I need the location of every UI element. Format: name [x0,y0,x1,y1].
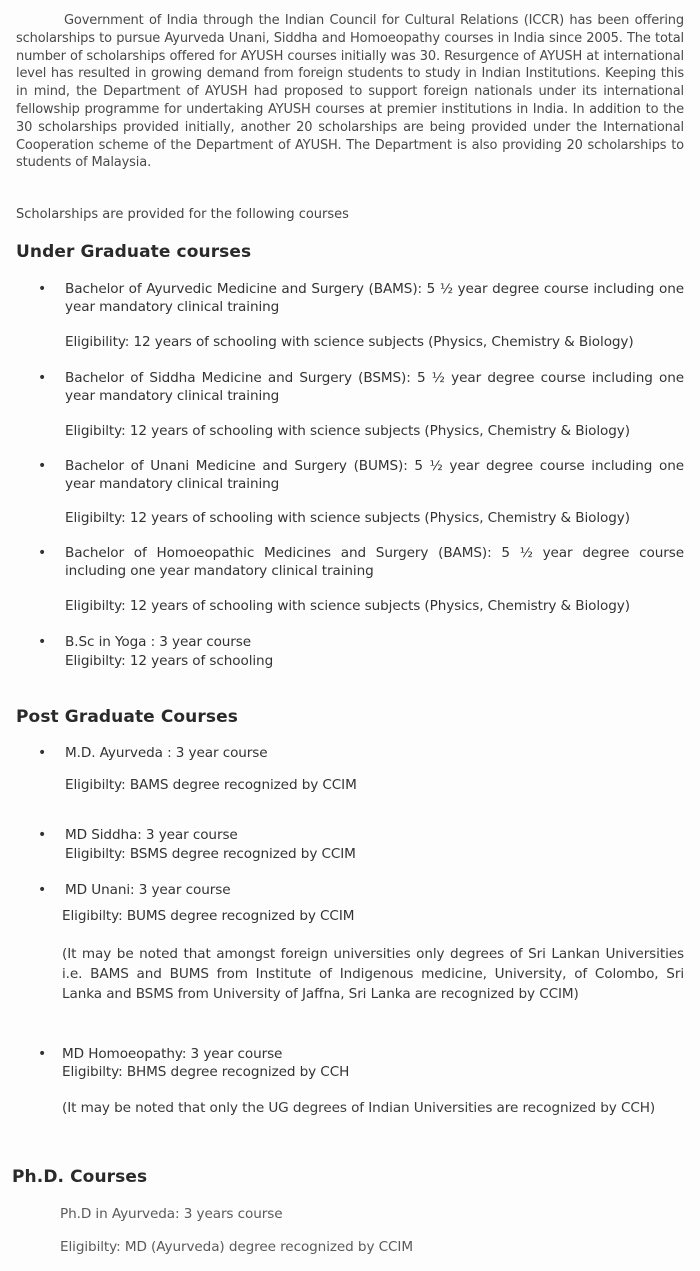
bullet-icon: • [38,281,47,297]
ug-eligibility-yoga: Eligibilty: 12 years of schooling [65,653,274,669]
ug-eligibility-bsms: Eligibilty: 12 years of schooling with science subjects (Physics, Chemistry & Biology) [65,423,630,439]
heading-postgraduate: Post Graduate Courses [16,707,238,727]
bullet-icon: • [38,1046,47,1062]
heading-phd: Ph.D. Courses [12,1167,148,1187]
pg-eligibility-md-ayurveda: Eligibilty: BAMS degree recognized by CCIM [65,777,357,793]
bullet-icon: • [38,545,47,561]
ug-course-yoga: B.Sc in Yoga : 3 year course [65,634,252,650]
intro-paragraph [16,12,684,172]
ug-course-bhms: Bachelor of Homoeopathic Medicines and Surgery (BAMS): 5 ½ year degree course including one year mandatory clinical training [65,545,684,579]
pg-course-md-unani: MD Unani: 3 year course [65,882,231,898]
bullet-icon: • [38,745,47,761]
ug-eligibility-bums: Eligibilty: 12 years of schooling with science subjects (Physics, Chemistry & Biology) [65,510,630,526]
heading-undergraduate: Under Graduate courses [16,242,252,262]
pg-eligibility-md-unani: Eligibilty: BUMS degree recognized by CCIM [62,908,355,924]
bullet-icon: • [38,882,47,898]
phd-eligibility-ayurveda: Eligibilty: MD (Ayurveda) degree recognized by CCIM [60,1239,413,1255]
intro-text: Government of India through the Indian Council for Cultural Relations (ICCR) has been offering scholarships to pursue Ayurveda Unani, Siddha and Homoeopathy courses in India since 2005. The total number of scholarships offered for AYUSH courses initially was 30. Resurgence of AYUSH at international level has resulted in growing demand from foreign students to study in Indian Institutions. Keeping this in mind, the Department of AYUSH had proposed to support foreign nationals under its international fellowship programme for undertaking AYUSH courses at premier institutions in India. In addition to the 30 scholarships provided initially, another 20 scholarships are being provided under the International Cooperation scheme of the Department of AYUSH. The Department is also providing 20 scholarships to students of Malaysia. [16,13,684,171]
bullet-icon: • [38,458,47,474]
pg-eligibility-md-siddha: Eligibilty: BSMS degree recognized by CCIM [65,846,356,862]
ug-course-bsms: Bachelor of Siddha Medicine and Surgery (BSMS): 5 ½ year degree course including one year mandatory clinical training [65,370,684,404]
pg-course-md-homoeopathy: MD Homoeopathy: 3 year course [62,1046,283,1062]
ug-eligibility-bams: Eligibility: 12 years of schooling with science subjects (Physics, Chemistry & Biology) [65,334,634,350]
pg-note-sri-lanka: (It may be noted that amongst foreign universities only degrees of Sri Lankan Universities i.e. BAMS and BUMS from Institute of Indigenous medicine, University, of Colombo, Sri Lanka and BSMS from University of Jaffna, Sri Lanka are recognized by CCIM) [62,946,684,1002]
pg-course-md-siddha: MD Siddha: 3 year course [65,827,238,843]
bullet-icon: • [38,370,47,386]
bullet-icon: • [38,634,47,650]
ug-course-bums: Bachelor of Unani Medicine and Surgery (BUMS): 5 ½ year degree course including one year mandatory clinical training [65,458,684,492]
pg-note-cch: (It may be noted that only the UG degrees of Indian Universities are recognized by CCH) [62,1100,656,1116]
ug-course-bams: Bachelor of Ayurvedic Medicine and Surgery (BAMS): 5 ½ year degree course including one year mandatory clinical training [65,281,684,315]
pg-eligibility-md-homoeopathy: Eligibilty: BHMS degree recognized by CCH [62,1064,350,1080]
bullet-icon: • [38,827,47,843]
pg-course-md-ayurveda: M.D. Ayurveda : 3 year course [65,745,268,761]
ug-eligibility-bhms: Eligibilty: 12 years of schooling with science subjects (Physics, Chemistry & Biology) [65,598,630,614]
phd-course-ayurveda: Ph.D in Ayurveda: 3 years course [60,1206,283,1222]
courses-lead-text: Scholarships are provided for the following courses [16,207,349,222]
